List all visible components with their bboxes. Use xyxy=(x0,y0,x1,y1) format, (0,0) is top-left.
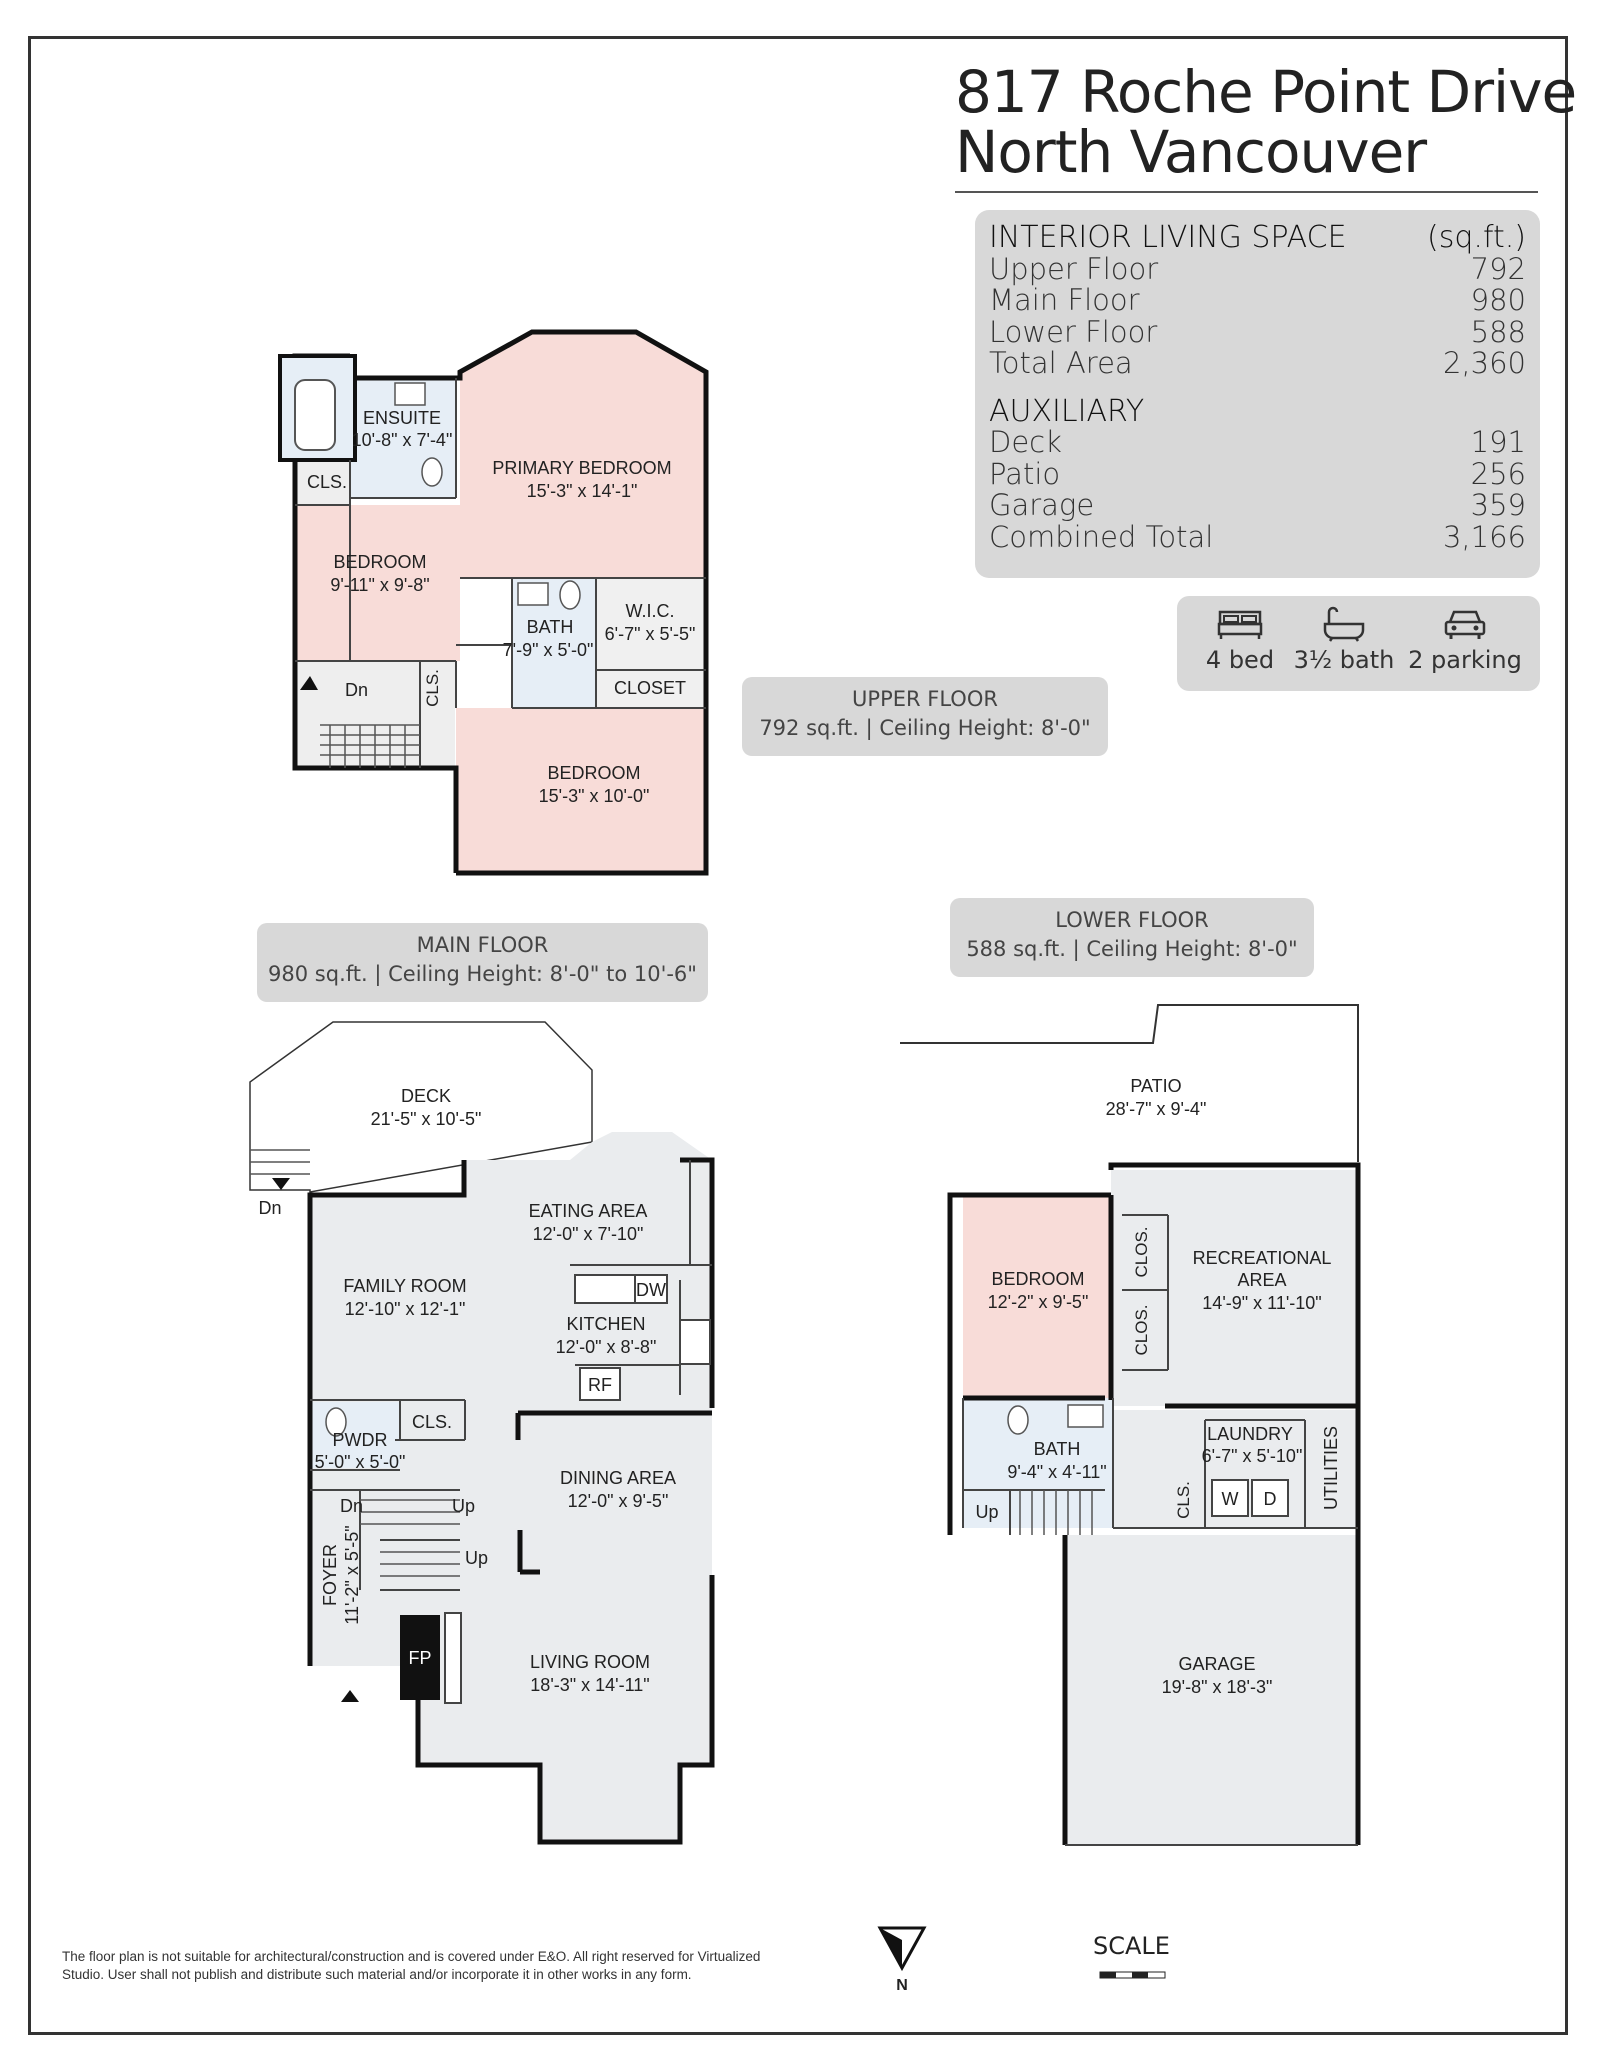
utilities-label: UTILITIES xyxy=(1321,1425,1341,1511)
toilet-icon xyxy=(422,458,442,486)
bath-up-name: BATH xyxy=(526,617,574,637)
patio-dim: 28'-7" x 9'-4" xyxy=(1105,1099,1207,1119)
area-label: Total Area xyxy=(989,346,1133,380)
up-main1-label: Up xyxy=(452,1496,476,1516)
rec-dim: 14'-9" x 11'-10" xyxy=(1202,1293,1322,1313)
scale-bar xyxy=(1100,1972,1165,1978)
up-main2-label: Up xyxy=(465,1548,489,1568)
bedroom-up2-name: BEDROOM xyxy=(547,763,641,783)
garage-dim: 19'-8" x 18'-3" xyxy=(1161,1677,1273,1697)
sink-icon xyxy=(1068,1405,1103,1427)
area-label: Patio xyxy=(989,456,1061,491)
sink-icon xyxy=(518,583,548,605)
deck-dim: 21'-5" x 10'-5" xyxy=(370,1109,482,1129)
bedroom-low-dim: 12'-2" x 9'-5" xyxy=(987,1292,1089,1312)
pwdr-dim: 5'-0" x 5'-0" xyxy=(314,1452,406,1472)
lower-floor-plan xyxy=(900,1005,1358,1845)
foyer-dim: 11'-2" x 5'-5" xyxy=(342,1525,362,1625)
interior-unit: (sq.ft.) xyxy=(1427,220,1526,255)
living-name: LIVING ROOM xyxy=(529,1652,651,1672)
wic-dim: 6'-7" x 5'-5" xyxy=(604,624,696,644)
dining-name: DINING AREA xyxy=(559,1468,677,1488)
dw-label: DW xyxy=(636,1280,666,1300)
dn-main-label: Dn xyxy=(340,1496,364,1516)
living-dim: 18'-3" x 14'-11" xyxy=(530,1675,650,1695)
washer-label: W xyxy=(1221,1489,1239,1509)
bedroom-up1-dim: 9'-11" x 9'-8" xyxy=(330,575,430,595)
upper-floor-info: 792 sq.ft. | Ceiling Height: 8'-0" xyxy=(759,716,1091,740)
up-low-label: Up xyxy=(975,1502,999,1522)
area-value: 191 xyxy=(1470,425,1526,459)
patio-name: PATIO xyxy=(1130,1076,1182,1096)
foyer-name: FOYER xyxy=(320,1543,340,1607)
area-label: Garage xyxy=(989,488,1095,522)
fp-label: FP xyxy=(408,1648,432,1668)
cls-up-label: CLS. xyxy=(306,472,348,492)
disclaimer: The floor plan is not suitable for architectural/construction and is covered under E&O. All right reserved for Virtualized Studio. User shall not publish and distribute such material and/or incorporate it in other works in any form. xyxy=(62,1949,761,1982)
bath-up-dim: 7'-9" x 5'-0" xyxy=(502,640,594,660)
ensuite-name: ENSUITE xyxy=(362,408,442,428)
area-value: 256 xyxy=(1470,456,1526,491)
dn-up-label: Dn xyxy=(345,680,369,700)
garage-name: GARAGE xyxy=(1178,1654,1256,1674)
family-name: FAMILY ROOM xyxy=(343,1276,467,1296)
primary-bedroom-name: PRIMARY BEDROOM xyxy=(492,458,672,478)
area-value: 980 xyxy=(1470,283,1526,317)
dining-dim: 12'-0" x 9'-5" xyxy=(567,1491,669,1511)
address-line1: 817 Roche Point Drive xyxy=(955,58,1577,126)
stove-icon xyxy=(680,1320,710,1364)
bedroom-up1-name: BEDROOM xyxy=(333,552,427,572)
area-value: 792 xyxy=(1470,251,1526,286)
cls-low-label: CLS. xyxy=(1174,1481,1193,1519)
bedroom-up2-dim: 15'-3" x 10'-0" xyxy=(538,786,650,806)
sink-icon xyxy=(395,383,425,405)
main-floor-name: MAIN FLOOR xyxy=(416,933,549,957)
closet-up-label: CLOSET xyxy=(613,678,687,698)
bathtub-icon xyxy=(295,380,335,450)
area-label: Main Floor xyxy=(989,283,1140,317)
hearth-icon xyxy=(445,1613,461,1703)
upper-floor-plan xyxy=(280,332,706,873)
laundry-name: LAUNDRY xyxy=(1207,1424,1293,1444)
area-label: Lower Floor xyxy=(989,314,1158,349)
main-floor-plan xyxy=(250,1022,712,1842)
cls-main-label: CLS. xyxy=(411,1412,453,1432)
lower-floor-name: LOWER FLOOR xyxy=(1055,908,1209,932)
address-line2: North Vancouver xyxy=(955,118,1427,186)
area-label: Combined Total xyxy=(989,519,1214,554)
entry-arrow-icon xyxy=(341,1690,359,1702)
rec-name1: RECREATIONAL xyxy=(1192,1248,1332,1268)
feature-bath-label: 3½ bath xyxy=(1293,646,1395,674)
rec-name2: AREA xyxy=(1237,1270,1287,1290)
sink-icon xyxy=(575,1275,635,1303)
eating-dim: 12'-0" x 7'-10" xyxy=(532,1224,644,1244)
kitchen-dim: 12'-0" x 8'-8" xyxy=(555,1337,657,1357)
area-label: Upper Floor xyxy=(989,251,1159,286)
cls-up2-label: CLS. xyxy=(423,669,442,707)
kitchen-name: KITCHEN xyxy=(566,1314,646,1334)
eating-name: EATING AREA xyxy=(528,1201,648,1221)
primary-bedroom-dim: 15'-3" x 14'-1" xyxy=(526,481,638,501)
toilet-icon xyxy=(1008,1406,1028,1434)
area-label: Deck xyxy=(989,425,1062,459)
dn-deck-label: Dn xyxy=(258,1198,282,1218)
pwdr-name: PWDR xyxy=(332,1430,388,1450)
bath-low-dim: 9'-4" x 4'-11" xyxy=(1007,1462,1107,1482)
primary-bedroom-fill xyxy=(460,332,706,578)
laundry-dim: 6'-7" x 5'-10" xyxy=(1201,1446,1303,1466)
ensuite-dim: 10'-8" x 7'-4" xyxy=(351,430,453,450)
bath-low-name: BATH xyxy=(1033,1439,1081,1459)
main-floor-info: 980 sq.ft. | Ceiling Height: 8'-0" to 10'-6" xyxy=(268,962,697,986)
clos2-label: CLOS. xyxy=(1132,1304,1151,1356)
scale-label: SCALE xyxy=(1093,1932,1170,1960)
feature-parking-label: 2 parking xyxy=(1408,646,1522,674)
area-value: 588 xyxy=(1470,314,1526,349)
area-value: 359 xyxy=(1470,488,1526,522)
dryer-label: D xyxy=(1263,1489,1277,1509)
area-value: 3,166 xyxy=(1442,519,1526,554)
toilet-icon xyxy=(560,581,580,609)
feature-bed-label: 4 bed xyxy=(1205,646,1275,674)
deck-name: DECK xyxy=(400,1086,452,1106)
upper-floor-name: UPPER FLOOR xyxy=(852,687,998,711)
interior-heading: INTERIOR LIVING SPACE xyxy=(989,220,1347,255)
north-label: N xyxy=(896,1977,908,1994)
north-arrow-icon xyxy=(880,1928,924,1994)
clos1-label: CLOS. xyxy=(1132,1226,1151,1278)
auxiliary-heading: AUXILIARY xyxy=(989,393,1145,429)
family-dim: 12'-10" x 12'-1" xyxy=(344,1299,466,1319)
rf-label: RF xyxy=(588,1375,612,1395)
wic-name: W.I.C. xyxy=(625,601,675,621)
area-value: 2,360 xyxy=(1442,346,1526,380)
lower-floor-info: 588 sq.ft. | Ceiling Height: 8'-0" xyxy=(966,937,1298,961)
bedroom-low-name: BEDROOM xyxy=(991,1269,1085,1289)
